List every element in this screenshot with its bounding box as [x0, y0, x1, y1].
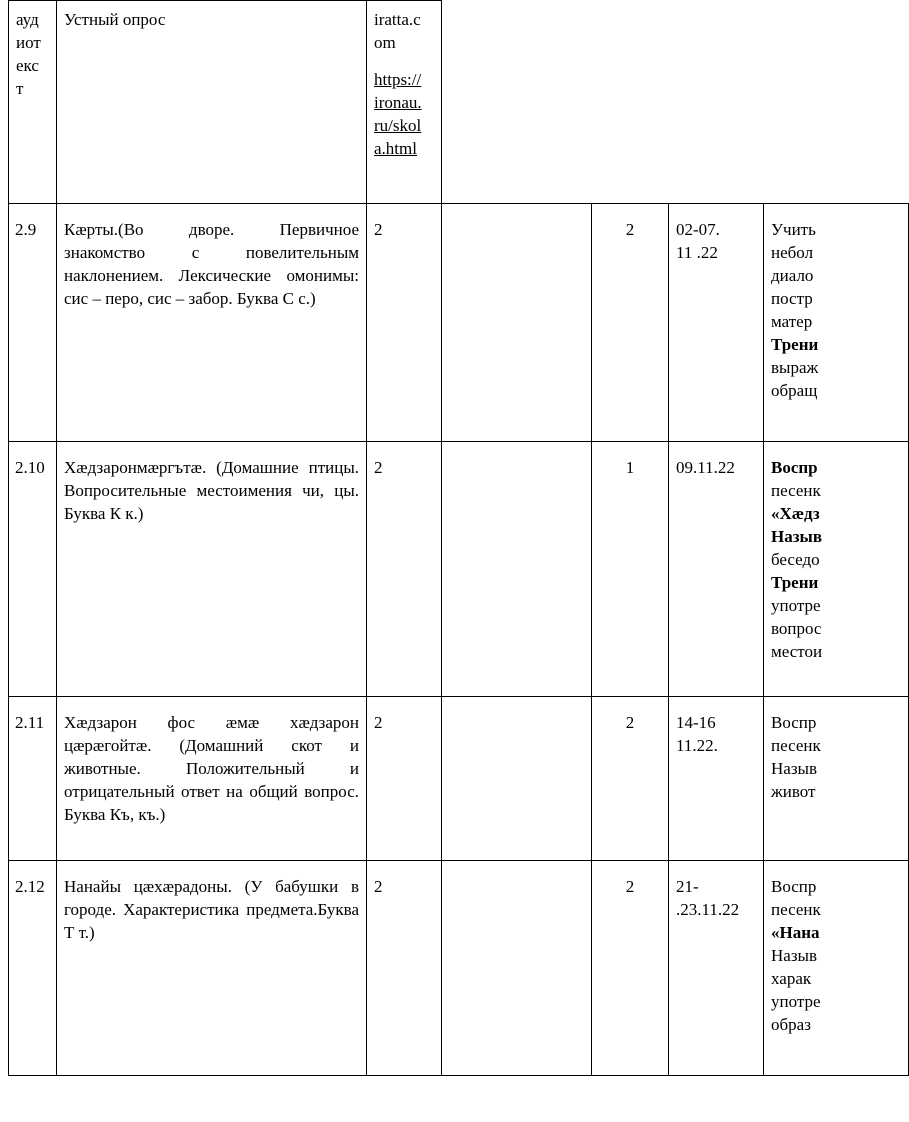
hours-control — [442, 697, 592, 861]
lesson-activities: Воспр песенк Назыв живот — [764, 697, 909, 861]
lesson-plan-table — [8, 0, 909, 1076]
table-row — [9, 442, 909, 697]
hours-practice: 2 — [592, 204, 669, 442]
lesson-activities: Воспр песенк «Нана Назыв харак употре образ — [764, 861, 909, 1076]
hours-total: 2 — [367, 697, 442, 861]
lesson-activities: Учить небол диало постр матер Трени выраж обращ — [764, 204, 909, 442]
table-row — [9, 697, 909, 861]
lesson-number: 2.10 — [9, 442, 57, 697]
hours-control — [442, 861, 592, 1076]
lesson-topic: Хæдзарон фос æмæ хæдзарон цæрæгойтæ. (Домашний скот и животные. Положительный и отрицательный ответ на общий вопрос. Буква Къ, къ.) — [57, 697, 367, 861]
hours-practice: 1 — [592, 442, 669, 697]
cell-control-form: Устный опрос — [57, 1, 367, 204]
lesson-date: 21- .23.11.22 — [669, 861, 764, 1076]
lesson-activities: Воспр песенк «Хæдз Назыв беседо Трени употре вопрос местои — [764, 442, 909, 697]
lesson-topic: Нанайы цæхæрадоны. (У бабушки в городе. Характеристика предмета.Буква Т т.) — [57, 861, 367, 1076]
ironau-link[interactable]: https:// ironau. ru/skol a.html — [374, 70, 422, 158]
hours-total: 2 — [367, 442, 442, 697]
lesson-number: 2.11 — [9, 697, 57, 861]
hours-practice: 2 — [592, 861, 669, 1076]
hours-total: 2 — [367, 861, 442, 1076]
table-row — [9, 204, 909, 442]
hours-control — [442, 442, 592, 697]
hours-practice: 2 — [592, 697, 669, 861]
cell-resources: iratta.c om https:// ironau. ru/skol a.html — [367, 1, 442, 204]
lesson-date: 09.11.22 — [669, 442, 764, 697]
lesson-date: 14-16 11.22. — [669, 697, 764, 861]
lesson-date: 02-07. 11 .22 — [669, 204, 764, 442]
hours-control — [442, 204, 592, 442]
lesson-number: 2.9 — [9, 204, 57, 442]
cell-resource-type: ауд иот екс т — [9, 1, 57, 204]
table-row — [9, 861, 909, 1076]
lesson-number: 2.12 — [9, 861, 57, 1076]
cell-empty — [442, 1, 909, 204]
table-row-header — [9, 1, 909, 204]
hours-total: 2 — [367, 204, 442, 442]
lesson-topic: Хæдзаронмæргътæ. (Домашние птицы. Вопросительные местоимения чи, цы. Буква К к.) — [57, 442, 367, 697]
lesson-topic: Кæрты.(Во дворе. Первичное знакомство с повелительным наклонением. Лексические омонимы: сис – перо, сис – забор. Буква С с.) — [57, 204, 367, 442]
